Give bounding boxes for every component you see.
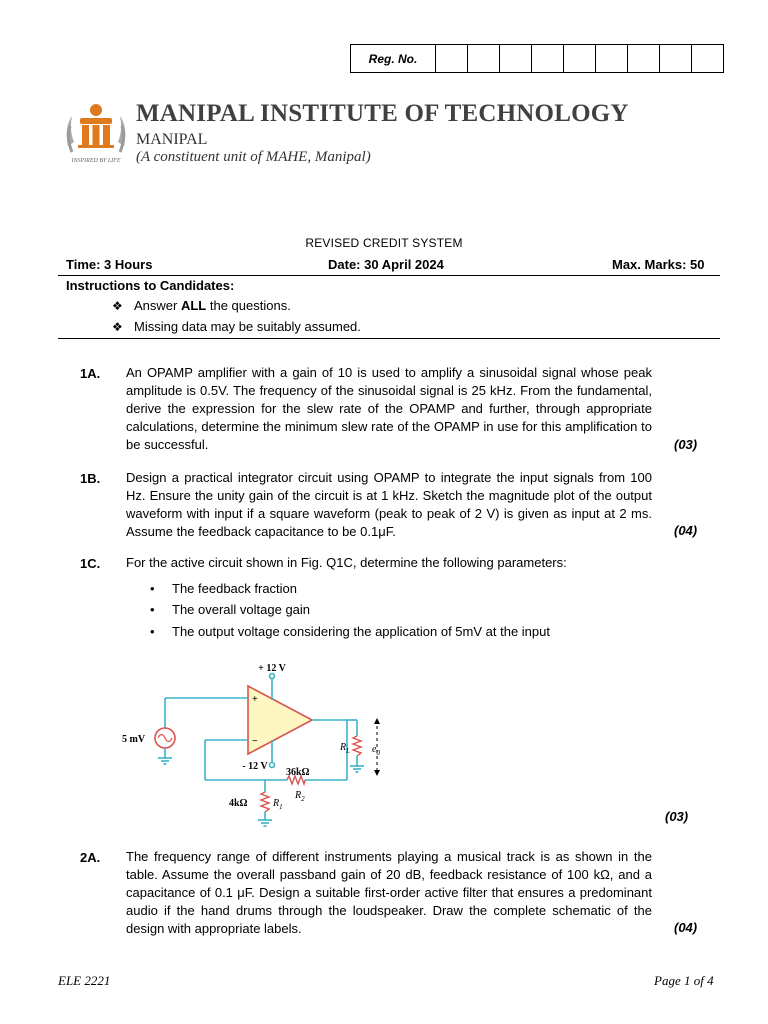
question-sub-item xyxy=(150,602,310,617)
circuit-diagram xyxy=(115,658,405,833)
label-r2-name: $R_2$ xyxy=(295,790,305,803)
label-plus: + xyxy=(252,694,258,705)
instruction-item xyxy=(112,298,291,313)
exam-max-marks: Max. Marks: 50 xyxy=(612,257,705,272)
reg-no-box xyxy=(350,44,724,73)
logo-motto: INSPIRED BY LIFE xyxy=(71,158,121,164)
footer-course-code: ELE 2221 xyxy=(58,973,111,988)
diamond-bullet-icon: ❖ xyxy=(112,320,123,334)
reg-no-cell xyxy=(532,45,564,72)
instruction-text: the questions. xyxy=(206,298,291,313)
reg-no-cell xyxy=(500,45,532,72)
bullet-icon: • xyxy=(150,602,155,617)
label-source: 5 mV xyxy=(122,734,146,745)
reg-no-cell xyxy=(596,45,628,72)
diamond-bullet-icon: ❖ xyxy=(112,299,123,313)
exam-date: Date: 30 April 2024 xyxy=(328,257,444,272)
bullet-icon: • xyxy=(150,581,155,596)
reg-no-cell xyxy=(692,45,723,72)
question-number: 2A. xyxy=(80,850,101,865)
question-marks: (04) xyxy=(674,920,698,935)
divider xyxy=(58,338,720,339)
label-vminus: - 12 V xyxy=(242,761,268,772)
reg-no-cell xyxy=(660,45,692,72)
label-output: $e_0$ xyxy=(372,744,380,757)
question-sub-item xyxy=(150,624,550,639)
reg-no-cell xyxy=(628,45,660,72)
instructions-heading: Instructions to Candidates: xyxy=(66,278,235,293)
institute-city: MANIPAL xyxy=(136,131,208,148)
reg-no-cell xyxy=(436,45,468,72)
credit-system: REVISED CREDIT SYSTEM xyxy=(305,236,463,250)
bullet-icon: • xyxy=(150,624,155,639)
instruction-text: Missing data may be suitably assumed. xyxy=(134,319,361,334)
label-r2-value: 36kΩ xyxy=(286,767,310,778)
label-r1-value: 4kΩ xyxy=(229,798,248,809)
reg-no-cell xyxy=(468,45,500,72)
sub-item-text: The overall voltage gain xyxy=(172,602,311,617)
institute-name: MANIPAL INSTITUTE OF TECHNOLOGY xyxy=(136,100,629,127)
sub-item-text: The output voltage considering the application of 5mV at the input xyxy=(172,624,550,639)
institute-logo xyxy=(60,98,132,170)
instruction-emphasis: ALL xyxy=(180,298,207,313)
instruction-text: Answer xyxy=(134,298,181,313)
label-vplus: + 12 V xyxy=(258,663,286,674)
instruction-item xyxy=(112,319,361,334)
label-r1-name: $R_1$ xyxy=(273,798,283,811)
question-text: The frequency range of different instruments playing a musical track is as shown in the table. Assume the overall passband gain of 20 dB, feedback resistance of 100 kΩ, and a capacitance of 0.1 μF. Design a suitable first-order active filter that ensures a predominant audio if the hand drums through the loudspeaker. Draw the complete schematic of the design with appropriate labels. xyxy=(126,849,652,936)
institute-constituent: (A constituent unit of MAHE, Manipal) xyxy=(136,149,371,165)
question-number: 1A. xyxy=(80,366,101,381)
sub-item-text: The feedback fraction xyxy=(172,581,298,596)
exam-time: Time: 3 Hours xyxy=(66,257,153,272)
question-text: An OPAMP amplifier with a gain of 10 is used to amplify a sinusoidal signal whose peak amplitude is 0.5V. The frequency of the sinusoidal signal is 25 kHz. From the fundamental, derive the expression for the slew rate of the OPAMP and further, through appropriate calculations, determine the minimum slew rate of the OPAMP in use for this amplification to be successful. xyxy=(126,365,652,452)
reg-no-cell xyxy=(564,45,596,72)
label-rl-name: $R_L$ xyxy=(340,742,351,755)
question-marks: (04) xyxy=(674,523,698,538)
question-marks: (03) xyxy=(674,437,698,452)
divider xyxy=(58,275,720,276)
question-marks: (03) xyxy=(665,809,689,824)
resistor-rl xyxy=(353,736,361,756)
question-number: 1C. xyxy=(80,556,101,571)
question-sub-item xyxy=(150,581,297,596)
resistor-r1 xyxy=(261,792,269,812)
footer-page-number: Page 1 of 4 xyxy=(654,973,714,988)
label-minus: − xyxy=(252,736,258,747)
question-number: 1B. xyxy=(80,471,101,486)
reg-no-label: Reg. No. xyxy=(351,45,436,72)
question-text: Design a practical integrator circuit using OPAMP to integrate the input signals from 100 Hz. Ensure the unity gain of the circuit is at 1 kHz. Sketch the magnitude plot of the output waveform with input if a square waveform (peak to peak of 2 V) is given as input at 2 ms. Assume the feedback capacitance to be 0.1μF. xyxy=(126,470,652,539)
question-text: For the active circuit shown in Fig. Q1C, determine the following parameters: xyxy=(126,555,567,570)
